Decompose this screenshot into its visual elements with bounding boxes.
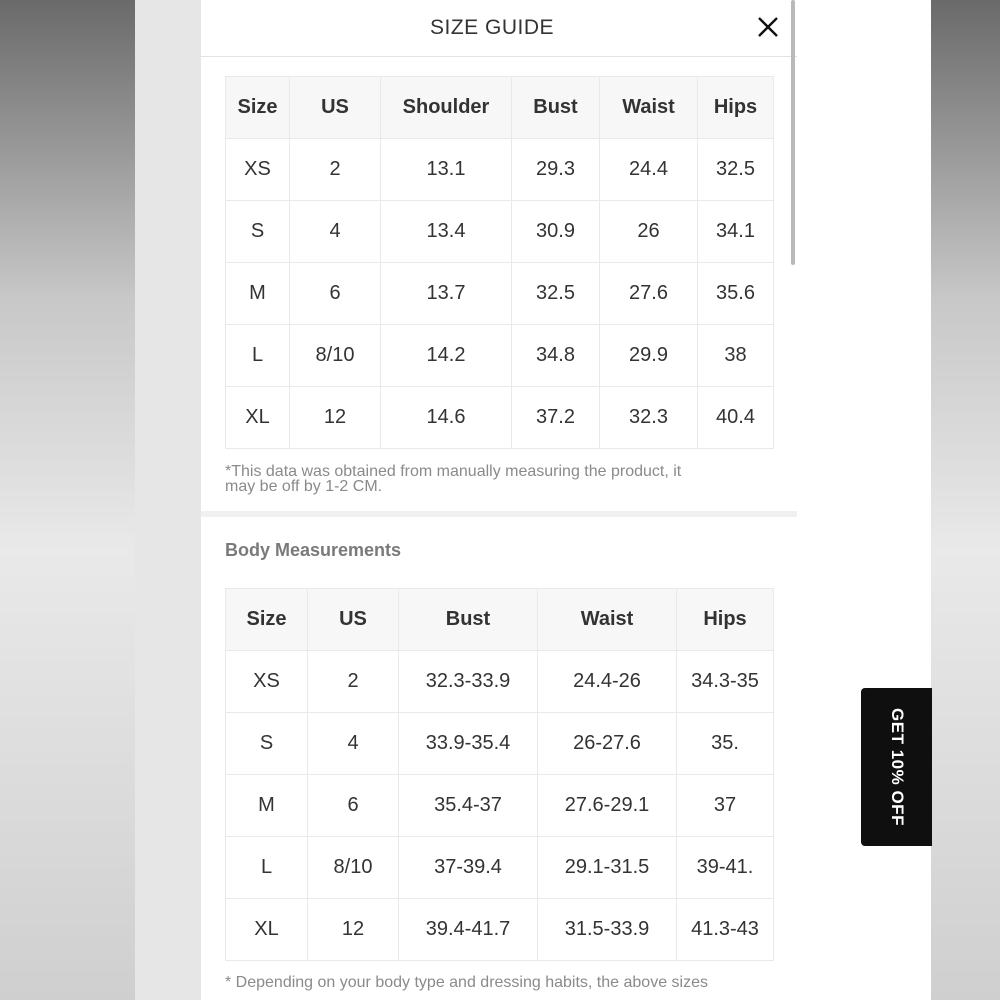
- table-cell: 32.5: [512, 263, 600, 325]
- table-cell: XS: [226, 651, 308, 713]
- get-discount-tab[interactable]: [861, 688, 932, 846]
- table-cell: 27.6-29.1: [538, 775, 677, 837]
- table-cell: 37-39.4: [399, 837, 538, 899]
- table-cell: 12: [308, 899, 399, 961]
- header-cell: Waist: [600, 77, 698, 139]
- table-cell: 8/10: [290, 325, 381, 387]
- table-cell: L: [226, 325, 290, 387]
- table-cell: 35.6: [698, 263, 774, 325]
- table-cell: 32.3-33.9: [399, 651, 538, 713]
- table-row: [226, 713, 774, 775]
- table-cell: 32.5: [698, 139, 774, 201]
- table-cell: 2: [290, 139, 381, 201]
- table-cell: 41.3-43: [677, 899, 774, 961]
- background-left: [0, 0, 135, 1000]
- table-cell: 29.9: [600, 325, 698, 387]
- table-cell: 33.9-35.4: [399, 713, 538, 775]
- table-cell: L: [226, 837, 308, 899]
- table-cell: 37.2: [512, 387, 600, 449]
- table-cell: 6: [308, 775, 399, 837]
- table-cell: 14.6: [381, 387, 512, 449]
- table-cell: 38: [698, 325, 774, 387]
- table-cell: 34.8: [512, 325, 600, 387]
- table-row: [226, 325, 774, 387]
- table-cell: 24.4-26: [538, 651, 677, 713]
- table-row: [226, 201, 774, 263]
- table-cell: 40.4: [698, 387, 774, 449]
- table-row: [226, 263, 774, 325]
- product-measure-note: [225, 464, 765, 494]
- table-cell: S: [226, 713, 308, 775]
- close-icon[interactable]: [756, 15, 780, 39]
- table-cell: 35.: [677, 713, 774, 775]
- table-cell: 34.1: [698, 201, 774, 263]
- table-cell: 6: [290, 263, 381, 325]
- header-cell: Shoulder: [381, 77, 512, 139]
- body-measure-note: * Depending on your body type and dressing habits, the above sizes: [225, 974, 708, 991]
- scrollbar[interactable]: [791, 0, 795, 265]
- table-cell: 26-27.6: [538, 713, 677, 775]
- table-cell: XS: [226, 139, 290, 201]
- table-cell: XL: [226, 387, 290, 449]
- table-header-row: [226, 589, 774, 651]
- table-cell: 39.4-41.7: [399, 899, 538, 961]
- table-cell: 12: [290, 387, 381, 449]
- table-cell: 27.6: [600, 263, 698, 325]
- header-cell: Bust: [399, 589, 538, 651]
- table-row: [226, 899, 774, 961]
- header-cell: US: [290, 77, 381, 139]
- table-cell: 26: [600, 201, 698, 263]
- table-cell: S: [226, 201, 290, 263]
- table-row: [226, 387, 774, 449]
- table-row: [226, 139, 774, 201]
- table-cell: 24.4: [600, 139, 698, 201]
- table-cell: 31.5-33.9: [538, 899, 677, 961]
- product-size-table: [225, 76, 774, 449]
- header-cell: Hips: [698, 77, 774, 139]
- table-cell: 4: [308, 713, 399, 775]
- size-guide-modal: [201, 0, 931, 1000]
- table-cell: XL: [226, 899, 308, 961]
- table-cell: 2: [308, 651, 399, 713]
- body-measurements-title: Body Measurements: [225, 540, 402, 560]
- table-cell: 13.4: [381, 201, 512, 263]
- phone-screen: [135, 0, 907, 1000]
- table-cell: 13.7: [381, 263, 512, 325]
- header-cell: Size: [226, 589, 308, 651]
- header-cell: US: [308, 589, 399, 651]
- header-cell: Bust: [512, 77, 600, 139]
- table-cell: 37: [677, 775, 774, 837]
- table-cell: M: [226, 775, 308, 837]
- table-cell: 4: [290, 201, 381, 263]
- header-cell: Size: [226, 77, 290, 139]
- table-cell: 29.3: [512, 139, 600, 201]
- modal-header: [201, 0, 797, 57]
- table-cell: 34.3-35: [677, 651, 774, 713]
- table-cell: 39-41.: [677, 837, 774, 899]
- table-row: [226, 651, 774, 713]
- modal-title: SIZE GUIDE: [429, 16, 555, 39]
- promo-label: GET 10% OFF: [888, 708, 907, 826]
- table-cell: 14.2: [381, 325, 512, 387]
- table-cell: 13.1: [381, 139, 512, 201]
- note-line: *This data was obtained from manually measuring the product, it: [225, 463, 682, 480]
- section-divider: [201, 511, 797, 517]
- table-cell: M: [226, 263, 290, 325]
- table-row: [226, 775, 774, 837]
- table-cell: 29.1-31.5: [538, 837, 677, 899]
- header-cell: Waist: [538, 589, 677, 651]
- table-row: [226, 837, 774, 899]
- body-measurements-table: [225, 588, 774, 961]
- note-line: may be off by 1-2 CM.: [225, 478, 383, 495]
- table-cell: 8/10: [308, 837, 399, 899]
- header-cell: Hips: [677, 589, 774, 651]
- table-cell: 35.4-37: [399, 775, 538, 837]
- table-cell: 32.3: [600, 387, 698, 449]
- table-header-row: [226, 77, 774, 139]
- table-cell: 30.9: [512, 201, 600, 263]
